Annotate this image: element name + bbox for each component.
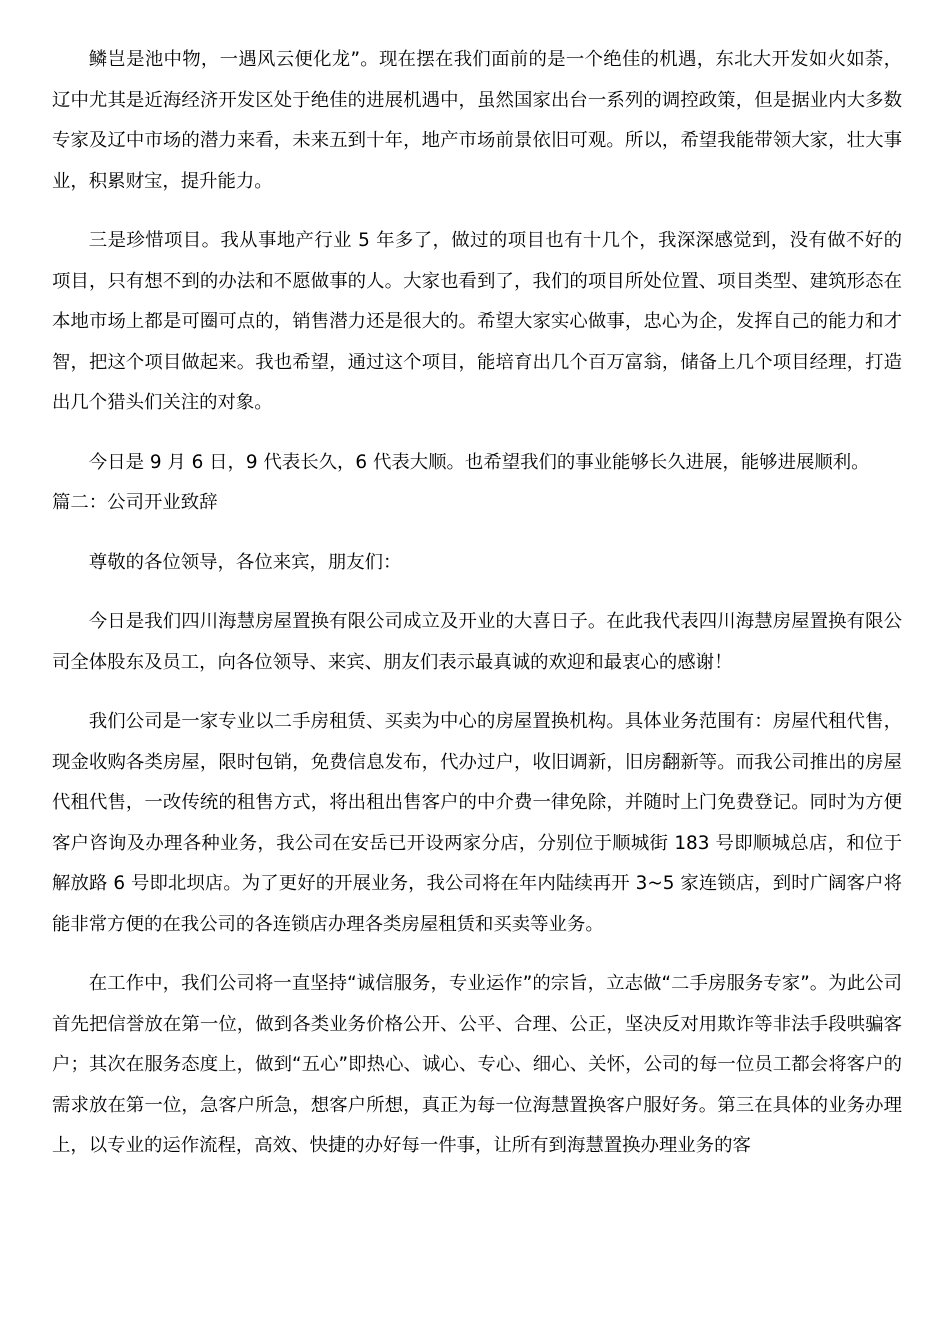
section-heading-part-two: 篇二：公司开业致辞: [52, 492, 218, 513]
paragraph-salutation: 尊敬的各位领导，各位来宾，朋友们：: [88, 551, 402, 573]
paragraph-today-date: 今日是 9 月 6 日，9 代表长久，6 代表大顺。也希望我们的事业能够长久进展，能够进展顺利。: [88, 451, 870, 473]
paragraph-opening-day: 今日是我们四川海慧房屋置换有限公司成立及开业的大喜日子。在此我代表四川海慧房屋置换有限公司全体股东及员工，向各位领导、来宾、朋友们表示最真诚的欢迎和最衷心的感谢！: [52, 611, 902, 673]
paragraph-dragon-opportunity: 鳞岂是池中物，一遇风云便化龙”。现在摆在我们面前的是一个绝佳的机遇，东北大开发如火如荼，辽中尤其是近海经济开发区处于绝佳的进展机遇中，虽然国家出台一系列的调控政策，但是据业内大多数专家及辽中市场的潜力来看，未来五到十年，地产市场前景依旧可观。所以，希望我能带领大家，壮大事业，积累财宝，提升能力。: [52, 49, 902, 192]
paragraph-company-business: 我们公司是一家专业以二手房租赁、买卖为中心的房屋置换机构。具体业务范围有：房屋代租代售，现金收购各类房屋，限时包销，免费信息发布，代办过户，收旧调新，旧房翻新等。而我公司推出的房屋代租代售，一改传统的租售方式，将出租出售客户的中介费一律免除，并随时上门免费登记。同时为方便客户咨询及办理各种业务，我公司在安岳已开设两家分店，分别位于顺城街 183 号即顺城总店，和位于解放路 6 号即北坝店。为了更好的开展业务，我公司将在年内陆续再开 3~5 家连锁店，到时广阔客户将能非常方便的在我公司的各连锁店办理各类房屋租赁和买卖等业务。: [52, 711, 902, 935]
paragraph-work-principles: 在工作中，我们公司将一直坚持“诚信服务，专业运作”的宗旨，立志做“二手房服务专家”。为此公司首先把信誉放在第一位，做到各类业务价格公开、公平、合理、公正，坚决反对用欺诈等非法手段哄骗客户；其次在服务态度上，做到“五心”即热心、诚心、专心、细心、关怀，公司的每一位员工都会将客户的需求放在第一位，急客户所急，想客户所想，真正为每一位海慧置换客户服好务。第三在具体的业务办理上，以专业的运作流程，高效、快捷的办好每一件事，让所有到海慧置换办理业务的客: [52, 973, 902, 1156]
document-page: [52, 40, 902, 1167]
paragraph-cherish-project: 三是珍惜项目。我从事地产行业 5 年多了，做过的项目也有十几个，我深深感觉到，没有做不好的项目，只有想不到的办法和不愿做事的人。大家也看到了，我们的项目所处位置、项目类型、建筑形态在本地市场上都是可圈可点的，销售潜力还是很大的。希望大家实心做事，忠心为企，发挥自己的能力和才智，把这个项目做起来。我也希望，通过这个项目，能培育出几个百万富翁，储备上几个项目经理，打造出几个猎头们关注的对象。: [52, 230, 902, 413]
